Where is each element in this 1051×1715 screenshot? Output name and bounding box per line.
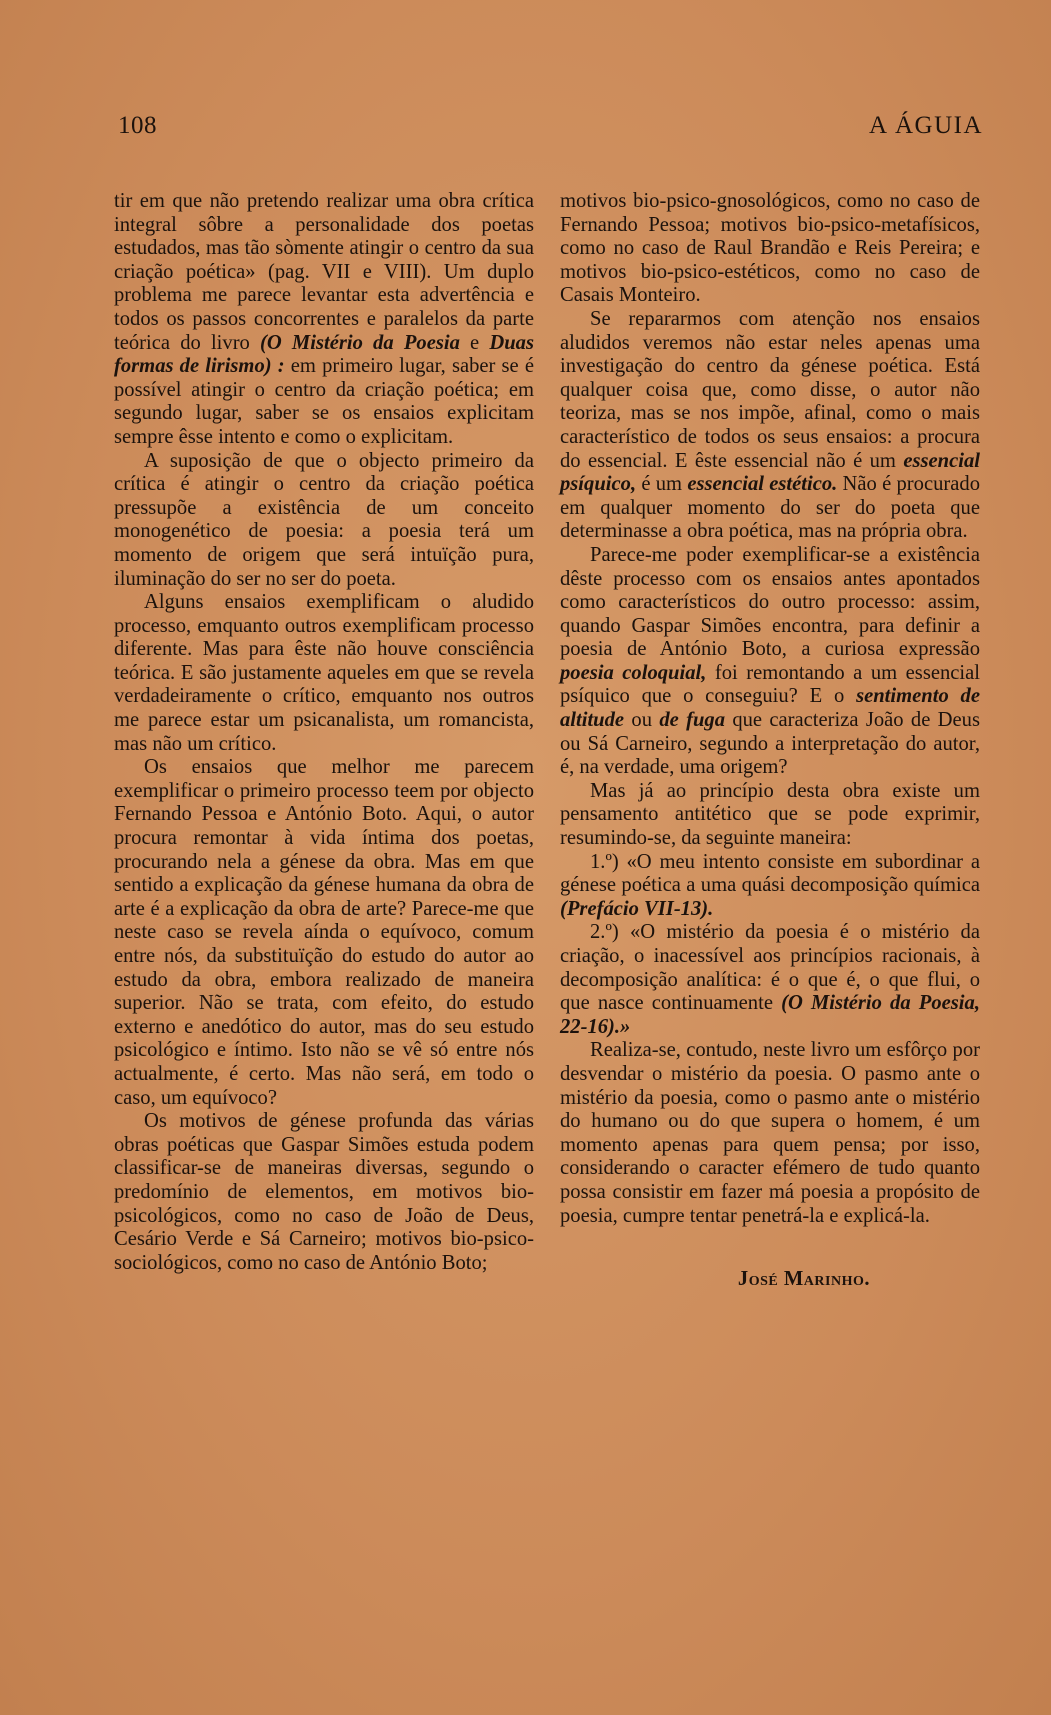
author-signature: José Marinho. bbox=[737, 1268, 870, 1291]
paragraph: Mas já ao princípio desta obra existe um pensamento antitético que se pode exprimir, resumindo-se, da seguinte maneira: bbox=[560, 779, 980, 850]
paragraph: Se repararmos com atenção nos ensaios aludidos veremos não estar neles apenas uma investigação do centro da génese poética. Está qualquer coisa que, como disse, o autor não teoriza, mas se nos impõe, afinal, como o mais característico de todos os seus ensaios: a procura do essencial. E êste essencial não é um essencial psíquico, é um essencial estético. Não é procurado em qualquer momento do ser do poeta que determinasse a obra poética, mas na própria obra. bbox=[560, 307, 980, 543]
paragraph: Os motivos de génese profunda das várias obras poéticas que Gaspar Simões estuda podem classificar-se de maneiras diversas, segundo o predomínio de elementos, em motivos bio-psicológicos, como no caso de João de Deus, Cesário Verde e Sá Carneiro; motivos bio-psico-sociológicos, como no caso de António Boto; bbox=[114, 1110, 534, 1274]
citation: (O Mistério da Poesia, 22-16).» bbox=[560, 992, 980, 1038]
emphasis: poesia coloquial, bbox=[560, 661, 707, 684]
journal-title: A ÁGUIA bbox=[869, 112, 983, 139]
emphasis: sentimento de altitude bbox=[560, 685, 980, 732]
paragraph: Realiza-se, contudo, neste livro um esfôrço por desvendar o mistério da poesia. O pasmo ante o mistério da poesia, como o pasmo ante o mistério do humano ou do que supera o homem, é um momento apenas para quem pensa; por isso, considerando o caracter efémero de tudo quanto possa consistir em fazer má poesia a propósito de poesia, cumpre tentar penetrá-la e explicá-la. bbox=[560, 1039, 980, 1227]
book-title: Duas formas de lirismo) : bbox=[114, 331, 534, 378]
page-number: 108 bbox=[118, 112, 157, 139]
emphasis: essencial psíquico, bbox=[560, 449, 980, 496]
quote-item: 1.º) «O meu intento consiste em subordinar a génese poética a uma quási decomposição química (Prefácio VII-13). bbox=[560, 850, 980, 920]
paragraph: Parece-me poder exemplificar-se a existência dêste processo com os ensaios antes apontados como característicos do outro processo: assim, quando Gaspar Simões encontra, para definir a poesia de António Boto, a curiosa expressão poesia coloquial, foi remontando a um essencial psíquico que o conseguiu? E o sentimento de altitude ou de fuga que caracteriza João de Deus ou Sá Carneiro, segundo a interpretação do autor, é, na verdade, uma origem? bbox=[560, 543, 980, 779]
emphasis: essencial estético. bbox=[687, 473, 838, 496]
quote-item: 2.º) «O mistério da poesia é o mistério da criação, o inacessível aos princípios racionais, à decomposição analítica: é o que é, o que flui, o que nasce continuamente (O Mistério da Poesia, 22-16).» bbox=[560, 921, 980, 1038]
running-head bbox=[118, 112, 983, 152]
paragraph: tir em que não pretendo realizar uma obra crítica integral sôbre a personalidade dos poetas estudados, mas tão sòmente atingir o centro da sua criação poética» (pag. VII e VIII). Um duplo problema me parece levantar esta advertência e todos os passos concorrentes e paralelos da parte teórica do livro (O Mistério da Poesia e Duas formas de lirismo) : em primeiro lugar, saber se é possível atingir o centro da criação poética; em segundo lugar, saber se os ensaios explicitam sempre êsse intento e como o explicitam. bbox=[114, 190, 534, 448]
emphasis: de fuga bbox=[659, 709, 725, 732]
paragraph: Os ensaios que melhor me parecem exemplificar o primeiro processo teem por objecto Fernando Pessoa e António Boto. Aqui, o autor procura remontar à vida íntima dos poetas, procurando nela a génese da obra. Mas em que sentido a explicação da génese humana da obra de arte é a explicação da obra de arte? Parece-me que neste caso se revela aínda o equívoco, comum entre nós, da substituïção do estudo do autor ao estudo da obra, embora realizado de maneira superior. Não se trata, com efeito, do estudo externo e anedótico do autor, mas do seu estudo psicológico e íntimo. Isto não se vê só entre nós actualmente, é certo. Mas não será, em todo o caso, um equívoco? bbox=[114, 756, 534, 1109]
right-column bbox=[560, 190, 980, 1292]
paragraph: Alguns ensaios exemplificam o aludido processo, emquanto outros exemplificam processo diferente. Mas para êste não houve consciência teórica. E são justamente aqueles em que se revela verdadeiramente o crítico, emquanto nos outros me parece estar um psicanalista, um romancista, mas não um crítico. bbox=[114, 591, 534, 755]
citation: (Prefácio VII-13). bbox=[560, 897, 714, 920]
paragraph: A suposição de que o objecto primeiro da crítica é atingir o centro da criação poética pressupõe a existência de um conceito monogenético de poesia: a poesia terá um momento de origem que será intuïção pura, iluminação do ser no ser do poeta. bbox=[114, 449, 534, 590]
book-title: (O Mistério da Poesia bbox=[260, 331, 460, 354]
left-column bbox=[114, 190, 534, 1275]
paragraph: motivos bio-psico-gnosológicos, como no caso de Fernando Pessoa; motivos bio-psico-metafísicos, como no caso de Raul Brandão e Reis Pereira; e motivos bio-psico-estéticos, como no caso de Casais Monteiro. bbox=[560, 190, 980, 307]
